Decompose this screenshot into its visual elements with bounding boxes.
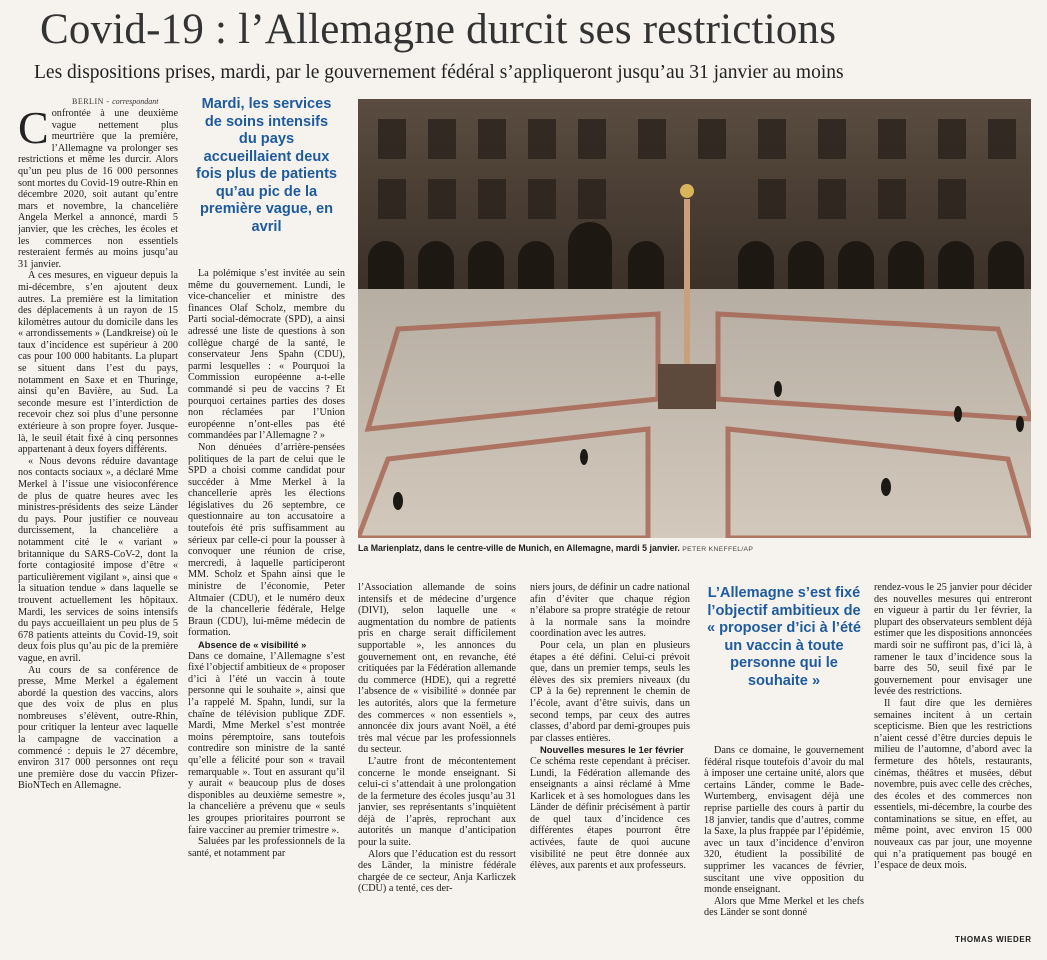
paragraph: Dans ce domaine, l’Allemagne s’est fixé l’objectif ambitieux de « proposer d’ici à l’été un vaccin à toute personne qui le souhaite », ainsi que l’a rappelé M. Spahn, lundi, sur la chaîne de télévision publique ZDF. Mardi, Mme Merkel s’est montrée moins péremptoire, sans toutefois contredire son ministre de la santé qu’elle a félicité pour son « travail remarquable ». Tout en assurant qu’il y aurait « beaucoup plus de doses disponibles au deuxième semestre », la chancelière a prévenu que « seuls les groupes prioritaires pourront se faire vacciner au premier trimestre ». xyxy=(188,650,345,836)
pull-quote: Mardi, les services de soins intensifs du pays accueillaient deux fois plus de patients qu’au pic de la première vague, en avril xyxy=(195,96,338,235)
article-subheadline: Les dispositions prises, mardi, par le gouvernement fédéral s’appliqueront jusqu’au 31 janvier au moins xyxy=(34,62,844,83)
paragraph: l’Association allemande de soins intensifs et de médecine d’urgence (DIVI), selon laquelle une « augmentation du nombre de patients pris en charge serait difficilement supportable », les annonces du gouvernement ont, en revanche, été critiquées par la Fédération allemande du commerce (HDE), qui a regretté l’absence de « visibilité » donnée par les autorités, alors que la fermeture des commerces « non essentiels », annoncée dix jours avant Noël, a été très mal vécue par les professionnels du secteur. xyxy=(358,582,516,756)
pull-quote: L’Allemagne s’est fixé l’objectif ambitieux de « proposer d’ici à l’été un vaccin à toute personne qui le souhaite » xyxy=(706,585,862,689)
paragraph: rendez-vous le 25 janvier pour décider des nouvelles mesures qui entreront en vigueur à partir du 1er février, la plupart des observateurs semblent déjà estimer que les dispositions annoncées mardi soir ne suffiront pas, d’ici là, à ramener le taux d’incidence sous la barre des 50, seuil fixé par le gouvernement pour envisager une levée des restrictions. xyxy=(874,582,1032,698)
paragraph: Non dénuées d’arrière-pensées politiques de la part de celui que le SPD a choisi comme candidat pour succéder à Mme Merkel à la chancellerie après les élections législatives du 26 septembre, ce questionnaire au ton accusatoire a toutefois été pris suffisamment au sérieux par celle-ci pour la pousser à convoquer une réunion de crise, mercredi, à laquelle participeront MM. Scholz et Spahn ainsi que le ministre de l’économie, Peter Altmaier (CDU), et le numéro deux de la chancellerie fédérale, Helge Braun (CDU), lui-même médecin de formation. xyxy=(188,441,345,639)
paragraph: A ces mesures, en vigueur depuis la mi-décembre, s’en ajoutent deux autres. La première est la limitation des déplacements à un rayon de 15 kilomètres autour du domicile dans les « arrondissements » (Landkreise) où le taux d’incidence est supérieur à 200 cas pour 100 000 habitants. La plupart se situent dans l’est du pays, notamment en Saxe et en Thuringe, ainsi qu’en Bavière, au Sud. La seconde mesure est l’interdiction de recevoir chez soi plus d’une personne extérieure à son propre foyer. Jusque-là, le seuil était fixé à cinq personnes appartenant à deux foyers différents. xyxy=(18,270,178,456)
author-signature: THOMAS WIEDER xyxy=(955,935,1032,944)
paragraph: Il faut dire que les dernières semaines incitent à un certain scepticisme. Bien que les restrictions n’aient cessé d’être durcies depuis le milieu de l’automne, d’abord avec la fermeture des hôtels, restaurants, cinémas, théâtres et musées, début novembre, puis avec celle des crèches, des écoles et des commerces non essentiels, mi-décembre, la courbe des contaminations se situe, en effet, au même point, avec environ 15 000 nouveaux cas par jour, une moyenne qui n’a pratiquement pas bougé en l’espace de deux mois. xyxy=(874,697,1032,872)
caption-text: La Marienplatz, dans le centre-ville de Munich, en Allemagne, mardi 5 janvier. xyxy=(358,543,680,553)
paragraph: Pour cela, un plan en plusieurs étapes a été défini. Celui-ci prévoit que, dans un premier temps, seuls les élèves des six premiers niveaux (du CP à la 6e) reprennent le chemin de l’école, avant d’être suivis, dans un second temps, par ceux des autres classes, d’abord par demi-groupes puis par classes entières. xyxy=(530,639,690,744)
column-1 xyxy=(18,108,178,948)
byline-city: BERLIN xyxy=(72,97,104,106)
drop-cap: C xyxy=(18,108,49,153)
article-headline: Covid-19 : l’Allemagne durcit ses restrictions xyxy=(40,6,837,53)
column-6 xyxy=(874,582,1032,932)
photo-illustration xyxy=(358,99,1031,538)
paragraph: L’autre front de mécontentement concerne le monde enseignant. Si celui-ci s’attendait à une prolongation de la fermeture des écoles jusqu’au 31 janvier, ses représentants s’inquiètent déjà de l’après, reprochant aux autorités un manque d’anticipation pour la suite. xyxy=(358,755,516,849)
paragraph: La polémique s’est invitée au sein même du gouvernement. Lundi, le vice-chancelier et ministre des finances Olaf Scholz, membre du Parti social-démocrate (SPD), a ainsi adressé une liste de questions à son collègue chargé de la santé, le conservateur Jens Spahn (CDU), parmi lesquelles : « Pourquoi la Commission européenne a-t-elle commandé si peu de vaccins ? Et pourquoi certaines parties des doses non réclamées par l’Union européenne n’ont-elles pas été commandées par l’Allemagne ? » xyxy=(188,268,345,442)
byline: BERLIN - correspondant xyxy=(72,97,159,106)
paragraph: Dans ce domaine, le gouvernement fédéral risque toutefois d’avoir du mal à imposer une certaine unité, alors que certains Länder, comme le Bade-Wurtemberg, envisagent déjà une reprise partielle des cours à partir du 18 janvier, tandis que d’autres, comme la Saxe, la plus frappée par l’épidémie, avec un taux d’incidence d’environ 320, étudient la possibilité de supprimer les vacances de février, suscitant une vive opposition du monde enseignant. xyxy=(704,745,864,896)
paragraph: Saluées par les professionnels de la santé, et notamment par xyxy=(188,836,345,859)
column-4 xyxy=(530,582,690,950)
column-3 xyxy=(358,582,516,950)
paragraph: Au cours de sa conférence de presse, Mme Merkel a également abordé la question des vaccins, alors que des voix de plus en plus nombreuses s’élèvent, outre-Rhin, pour critiquer la lenteur avec laquelle la campagne de vaccination a commencé : depuis le 27 décembre, environ 317 000 personnes ont reçu une première dose du vaccin Pfizer-BioNTech en Allemagne. xyxy=(18,664,178,792)
section-subtitle: Nouvelles mesures le 1er février xyxy=(540,744,684,756)
byline-role: correspondant xyxy=(112,97,159,106)
paragraph: onfrontée à une deuxième vague nettement plus meurtrière que la première, l’Allemagne va prolonger ses restrictions et même les durcir. Alors qu’un peu plus de 16 000 personnes sont mortes du Covid-19 outre-Rhin en décembre 2020, soit autant qu’entre mars et novembre, la chancelière Angela Merkel a annoncé, mardi 5 janvier, que les crèches, les écoles et les commerces non essentiels resteraient fermés au moins jusqu’au 31 janvier. xyxy=(18,108,178,270)
photo-marienplatz xyxy=(358,99,1031,538)
paragraph: Alors que Mme Merkel et les chefs des Länder se sont donné xyxy=(704,895,864,919)
photo-credit: PETER KNEFFEL/AP xyxy=(682,546,754,553)
column-2 xyxy=(188,268,345,948)
column-5 xyxy=(704,745,864,950)
paragraph: niers jours, de définir un cadre national afin d’éviter que chaque région n’élabore sa propre stratégie de retour à la normale sans la moindre coordination avec les autres. xyxy=(530,582,690,640)
paragraph: Ce schéma reste cependant à préciser. Lundi, la Fédération allemande des enseignants a ainsi réclamé à Mme Karlicek et à ses homologues dans les Länder de définir précisément à partir de quel taux d’incidence ces différentes étapes pourront être activées, faute de quoi aucune visibilité ne peut être donnée aux élèves, aux parents et aux professeurs. xyxy=(530,755,690,872)
photo-caption xyxy=(358,543,1038,553)
paragraph: Alors que l’éducation est du ressort des Länder, la ministre fédérale chargée de ce secteur, Anja Karliczek (CDU) a tenté, ces der- xyxy=(358,848,516,895)
section-subtitle: Absence de « visibilité » xyxy=(198,639,307,650)
paragraph: « Nous devons réduire davantage nos contacts sociaux », a déclaré Mme Merkel à l’issue une visioconférence de plus de quatre heures avec les ministres-présidents des seize Länder du pays. Pour justifier ce nouveau durcissement, la chancelière a notamment cité le « variant » britannique du SARS-CoV-2, dont la forte contagiosité impose d’être « particulièrement vigilant », ainsi que « la situation tendue » dans laquelle se trouvent actuellement les hôpitaux. Mardi, les services de soins intensifs du pays accueillaient un peu plus de 5 678 patients atteints du Covid-19, soit deux fois plus qu’au pic de la première vague, en avril. xyxy=(18,455,178,664)
